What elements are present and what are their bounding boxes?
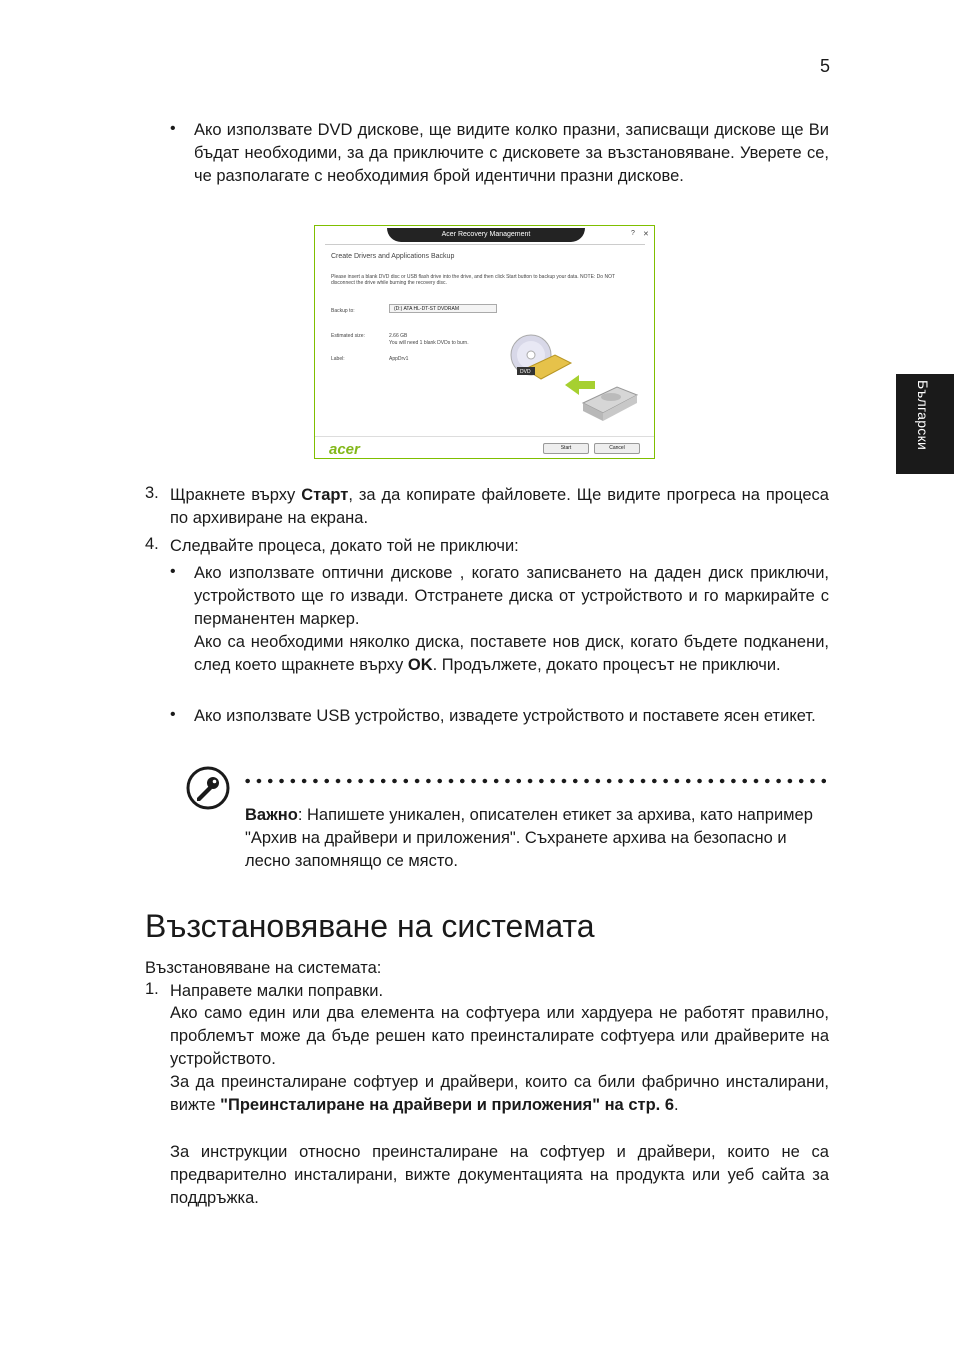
dvd-to-drive-illustration: [505, 329, 645, 437]
estimated-note: You will need 1 blank DVDs to burn.: [389, 340, 469, 346]
start-button[interactable]: Start: [543, 443, 589, 454]
important-text: : Напишете уникален, описателен етикет за архива, като например "Архив на драйвери и приложения". Съхранете архива на безопасно и лесно запомнящо се място.: [245, 806, 813, 870]
screenshot-title: Acer Recovery Management: [387, 228, 585, 242]
screenshot-titlebar: [315, 226, 654, 243]
bullet-marker: •: [170, 120, 176, 137]
step-3-bold: Старт: [301, 486, 349, 504]
step-number: 3.: [145, 484, 159, 502]
recovery-management-screenshot: [314, 225, 655, 459]
reinstall-text: За да преинсталиране софтуер и драйвери, които са били фабрично инсталирани, вижте: [170, 1073, 829, 1114]
optical-disc-paragraph: Ако използвате оптични дискове , когато записването на даден диск приключи, устройството ще го извади. Отстранете диска от устройството и го маркирайте с перманентен маркер.: [194, 564, 829, 628]
step-number: 1.: [145, 980, 159, 998]
page-number: 5: [819, 56, 830, 76]
step-4-paragraph: Следвайте процеса, докато той не приключи:: [170, 537, 519, 555]
language-tab-label: Български: [915, 380, 931, 451]
step-1-paragraph-2: [170, 1071, 829, 1117]
estimated-label: Estimated size:: [331, 333, 365, 339]
step-1-paragraph-3: За инструкции относно преинсталиране на софтуер и драйвери, които не са предварително инсталирани, вижте документацията на продукта или уеб сайта за поддръжка.: [170, 1143, 829, 1207]
multiple-discs-paragraph: [194, 631, 829, 677]
step-3-text: Щракнете върху: [170, 486, 302, 504]
backup-select[interactable]: (D:) ATA HL-DT-ST DVDRAM: [389, 304, 497, 313]
help-icon[interactable]: ?: [631, 230, 635, 237]
language-tab: [896, 374, 954, 474]
bullet-marker: •: [170, 563, 176, 580]
screenshot-heading: Create Drivers and Applications Backup: [331, 253, 455, 260]
key-icon: [185, 765, 231, 811]
step-3-text-end: , за да копирате файловете. Ще видите прогреса на процеса по архивиране на екрана.: [170, 486, 829, 527]
step-3-paragraph: [170, 484, 829, 530]
dvd-badge: DVD: [520, 369, 531, 375]
section-intro: Възстановяване на системата:: [145, 959, 382, 977]
label-value: AppDrv1: [389, 356, 409, 362]
screenshot-footer: [315, 436, 654, 459]
reinstall-link[interactable]: "Преинсталиране на драйвери и приложения" на стр. 6: [220, 1096, 675, 1114]
close-icon[interactable]: ✕: [643, 231, 649, 238]
acer-logo: acer: [329, 441, 360, 458]
bullet-marker: •: [170, 706, 176, 723]
cancel-button[interactable]: Cancel: [594, 443, 640, 454]
section-heading: Възстановяване на системата: [145, 908, 595, 944]
important-note: [245, 804, 815, 873]
screenshot-instruction: Please insert a blank DVD disc or USB flash drive into the drive, and then click Start button to backup your data. NOTE: Do NOT disconnect the drive while burning the recovery disc.: [331, 274, 615, 286]
note-divider: [242, 778, 828, 784]
step-number: 4.: [145, 535, 159, 553]
step-1-paragraph-1: Ако само един или два елемента на софтуера или хардуера не работят правилно, проблемът може да бъде решен като преинсталирате софтуера или драйверите на устройството.: [170, 1004, 829, 1068]
multiple-discs-text: Ако са необходими няколко диска, поставете нов диск, когато бъдете подканени, след което щракнете върху: [194, 633, 829, 674]
usb-paragraph: Ако използвате USB устройство, извадете устройството и поставете ясен етикет.: [194, 707, 816, 725]
backup-label: Backup to:: [331, 308, 355, 314]
label-label: Label:: [331, 356, 345, 362]
important-label: Важно: [245, 806, 298, 824]
multiple-discs-text-end: . Продължете, докато процесът не приключи.: [432, 656, 781, 674]
screenshot-body: [325, 244, 645, 435]
estimated-value: 2.66 GB: [389, 333, 408, 339]
dvd-note-paragraph: Ако използвате DVD дискове, ще видите колко празни, записващи дискове ще Ви бъдат необходими, за да приключите с дисковете за възстановяване. Уверете се, че разполагате с необходимия брой идентични празни дискове.: [194, 121, 829, 185]
ok-bold: OK: [407, 656, 433, 674]
step-1-title: Направете малки поправки.: [170, 982, 384, 1000]
reinstall-text-end: .: [674, 1096, 679, 1114]
